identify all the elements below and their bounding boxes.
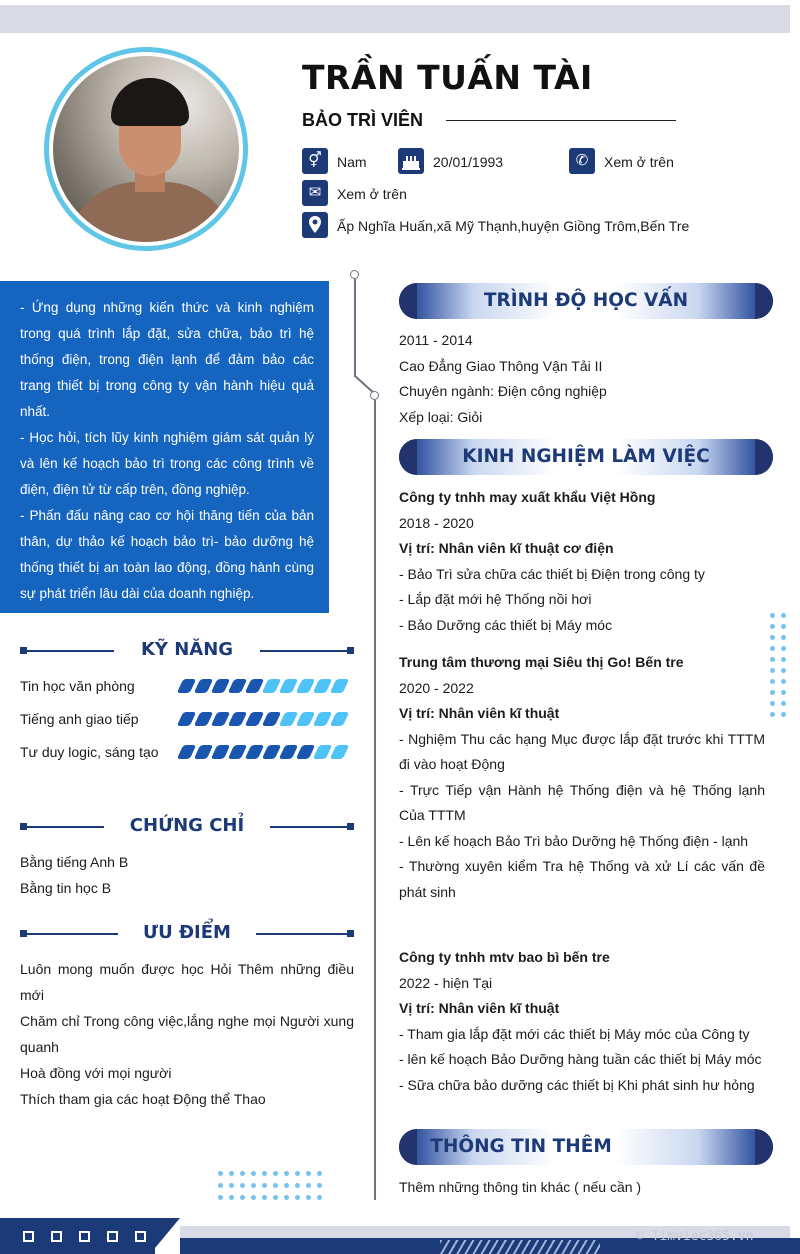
top-bar (0, 5, 790, 33)
decorative-dot (770, 712, 775, 717)
skill-segment (313, 712, 333, 726)
decorative-dot (770, 668, 775, 673)
birthday-value: 20/01/1993 (433, 154, 504, 170)
footer-hatch (440, 1240, 600, 1254)
skill-segment (177, 679, 197, 693)
section-rule (20, 826, 104, 828)
skill-segment (194, 712, 214, 726)
job-period: 2018 - 2020 (399, 514, 474, 531)
job-entry (399, 945, 765, 1098)
decorative-dot (770, 613, 775, 618)
decorative-dot (251, 1171, 256, 1176)
skill-segment (296, 745, 316, 759)
job-company: Công ty tnhh mtv bao bì bến tre (399, 949, 610, 965)
decorative-dot (306, 1171, 311, 1176)
strength-item: Luôn mong muốn được học Hỏi Thêm những điều mới (20, 961, 354, 1003)
skill-segment (313, 745, 333, 759)
strength-item: Hoà đồng với mọi người (20, 1065, 172, 1081)
decorative-dot (317, 1183, 322, 1188)
footer-square (79, 1231, 90, 1242)
decorative-dot (240, 1183, 245, 1188)
job-task: - Nghiệm Thu các hạng Mục được lắp đặt trước khi TTTM đi vào hoạt Động (399, 730, 765, 772)
mail-icon: ✉ (302, 180, 328, 206)
address-value: Ấp Nghĩa Huấn,xã Mỹ Thạnh,huyện Giồng Trôm,Bến Tre (337, 218, 690, 234)
decorative-dot (251, 1183, 256, 1188)
decorative-dot (284, 1183, 289, 1188)
skill-level-bar (180, 679, 346, 693)
skill-segment (279, 712, 299, 726)
skill-label: Tư duy logic, sáng tạo (20, 744, 159, 760)
decorative-dot (218, 1195, 223, 1200)
decorative-dot (295, 1171, 300, 1176)
decorative-dot (781, 646, 786, 651)
skill-level-bar (180, 745, 346, 759)
skill-segment (330, 745, 350, 759)
education-period: 2011 - 2014 (399, 332, 473, 348)
banner-cap (755, 1129, 773, 1165)
decorative-dot (781, 613, 786, 618)
objective-line: - Học hỏi, tích lũy kinh nghiệm giám sát quản lý và lên kế hoạch bảo trì trong các công trình về điện, điện tử từ cấp trên, đồng nghiệp. (20, 430, 314, 497)
skill-segment (296, 712, 316, 726)
skill-segment (245, 712, 265, 726)
footer-slant (150, 1218, 180, 1254)
certificates-heading: CHỨNG CHỈ (129, 815, 245, 836)
decorative-dot (770, 701, 775, 706)
decorative-dot-grid (770, 613, 786, 717)
rule-endpoint (347, 823, 354, 830)
skill-segment (313, 679, 333, 693)
decorative-dot (781, 679, 786, 684)
candidate-name: TRẦN TUẤN TÀI (302, 58, 593, 97)
job-task: - Bảo Dưỡng các thiết bị Máy móc (399, 616, 613, 633)
skill-segment (211, 679, 231, 693)
job-task: - Bảo Trì sửa chữa các thiết bị Điện trong công ty (399, 565, 705, 582)
decorative-dot (770, 635, 775, 640)
decorative-dot (781, 624, 786, 629)
section-rule (20, 650, 114, 652)
timeline-node (350, 270, 359, 279)
decorative-dot (317, 1195, 322, 1200)
timeline-line (354, 279, 356, 377)
decorative-dot-grid (218, 1171, 322, 1200)
certificate-item: Bằng tin học B (20, 880, 112, 896)
skill-segment (177, 712, 197, 726)
decorative-dot (229, 1183, 234, 1188)
job-position: Vị trí: Nhân viên kĩ thuật cơ điện (399, 540, 614, 556)
decorative-dot (781, 712, 786, 717)
location-pin-icon (302, 212, 328, 238)
strength-item: Chăm chỉ Trong công việc,lắng nghe mọi Người xung quanh (20, 1013, 354, 1055)
decorative-dot (306, 1183, 311, 1188)
skill-label: Tiếng anh giao tiếp (20, 711, 139, 727)
decorative-dot (240, 1195, 245, 1200)
education-heading: TRÌNH ĐỘ HỌC VẤN (483, 290, 689, 311)
decorative-dot (295, 1183, 300, 1188)
section-rule (270, 826, 354, 828)
decorative-dot (273, 1183, 278, 1188)
job-title: BẢO TRÌ VIÊN (302, 110, 424, 130)
skill-segment (194, 679, 214, 693)
phone-value: Xem ở trên (604, 154, 674, 170)
job-entry (399, 650, 765, 905)
skill-segment (262, 745, 282, 759)
rule-endpoint (347, 647, 354, 654)
gender-icon: ⚥ (302, 148, 328, 174)
decorative-dot (781, 668, 786, 673)
education-school: Cao Đẳng Giao Thông Vận Tải II (399, 357, 603, 374)
career-objective (0, 281, 329, 613)
decorative-dot (770, 624, 775, 629)
job-position: Vị trí: Nhân viên kĩ thuật (399, 1000, 560, 1016)
job-period: 2022 - hiện Tại (399, 974, 493, 991)
decorative-dot (229, 1171, 234, 1176)
gender-value: Nam (337, 154, 367, 170)
footer-square (107, 1231, 118, 1242)
section-rule (20, 933, 118, 935)
skill-segment (245, 745, 265, 759)
decorative-dot (262, 1171, 267, 1176)
skill-segment (330, 712, 350, 726)
skill-segment (211, 712, 231, 726)
decorative-dot (781, 635, 786, 640)
education-major: Chuyên ngành: Điện công nghiệp (399, 383, 607, 399)
objective-line: - Ứng dụng những kiến thức và kinh nghiệm trong quá trình lắp đặt, sửa chữa, bảo trì hệ thống điện, trong điện lạnh để đảm bảo các trang thiết bị trong công ty vận hành hiệu quả nhất. (20, 300, 314, 419)
job-task: - Lắp đặt mới hệ Thống nồi hơi (399, 591, 592, 607)
timeline-node (370, 391, 379, 400)
strengths-list (20, 956, 354, 1112)
footer-square (23, 1231, 34, 1242)
decorative-dot (251, 1195, 256, 1200)
strengths-heading: ƯU ĐIỂM (143, 922, 231, 943)
skill-level-bar (180, 712, 346, 726)
phone-icon: ✆ (569, 148, 595, 174)
decorative-dot (273, 1171, 278, 1176)
additional-text: Thêm những thông tin khác ( nếu cần ) (399, 1179, 642, 1195)
skill-segment (194, 745, 214, 759)
job-position: Vị trí: Nhân viên kĩ thuật (399, 705, 560, 721)
timeline-line (374, 400, 376, 1200)
decorative-dot (295, 1195, 300, 1200)
decorative-dot (240, 1171, 245, 1176)
skill-segment (330, 679, 350, 693)
job-task: - Sữa chữa bảo dưỡng các thiết bị Khi phát sinh hư hỏng (399, 1076, 755, 1093)
watermark: © Timviec365.vn (636, 1229, 754, 1244)
job-task: - Thường xuyên kiểm Tra hệ Thống và xử Lí các vấn đề phát sinh (399, 858, 765, 900)
avatar (44, 47, 248, 251)
decorative-dot (770, 646, 775, 651)
skill-segment (228, 712, 248, 726)
section-rule (256, 933, 354, 935)
job-task: - Trực Tiếp vận Hành hệ Thống điện và hệ Thống lạnh Của TTTM (399, 781, 765, 823)
decorative-dot (770, 690, 775, 695)
decorative-dot (262, 1195, 267, 1200)
decorative-dot (317, 1171, 322, 1176)
decorative-dot (781, 657, 786, 662)
decorative-dot (781, 701, 786, 706)
education-grade: Xếp loại: Giỏi (399, 408, 483, 425)
certificate-item: Bằng tiếng Anh B (20, 854, 129, 870)
decorative-dot (262, 1183, 267, 1188)
additional-heading: THÔNG TIN THÊM (430, 1136, 612, 1157)
decorative-dot (218, 1171, 223, 1176)
job-company: Công ty tnhh may xuất khẩu Việt Hồng (399, 489, 656, 505)
profile-photo (53, 56, 239, 242)
job-task: - lên kế hoạch Bảo Dưỡng hàng tuần các thiết bị Máy móc (399, 1051, 762, 1067)
section-rule (260, 650, 354, 652)
education-details (399, 328, 607, 430)
skill-segment (177, 745, 197, 759)
skill-segment (262, 712, 282, 726)
decorative-dot (306, 1195, 311, 1200)
skill-segment (245, 679, 265, 693)
skill-segment (262, 679, 282, 693)
job-period: 2020 - 2022 (399, 679, 474, 696)
footer-square (51, 1231, 62, 1242)
skills-heading: KỸ NĂNG (140, 639, 234, 660)
decorative-dot (284, 1171, 289, 1176)
decorative-dot (770, 657, 775, 662)
job-entry (399, 485, 765, 638)
skill-segment (211, 745, 231, 759)
skill-segment (279, 745, 299, 759)
title-divider (446, 120, 676, 121)
decorative-dot (218, 1183, 223, 1188)
rule-endpoint (347, 930, 354, 937)
skill-segment (228, 745, 248, 759)
job-task: - Lên kế hoạch Bảo Trì bảo Dưỡng hệ Thống điện - lạnh (399, 832, 749, 849)
skill-segment (296, 679, 316, 693)
experience-heading: KINH NGHIỆM LÀM VIỆC (462, 446, 710, 467)
decorative-dot (273, 1195, 278, 1200)
decorative-dot (770, 679, 775, 684)
job-company: Trung tâm thương mại Siêu thị Go! Bến tre (399, 654, 684, 670)
job-task: - Tham gia lắp đặt mới các thiết bị Máy móc của Công ty (399, 1025, 750, 1042)
decorative-dot (284, 1195, 289, 1200)
strength-item: Thích tham gia các hoạt Động thể Thao (20, 1091, 266, 1107)
footer-square (135, 1231, 146, 1242)
cake-icon (398, 148, 424, 174)
skill-label: Tin học văn phòng (20, 678, 135, 694)
skill-segment (279, 679, 299, 693)
decorative-dot (781, 690, 786, 695)
email-value: Xem ở trên (337, 186, 407, 202)
skill-segment (228, 679, 248, 693)
decorative-dot (229, 1195, 234, 1200)
objective-line: - Phấn đấu nâng cao cơ hội thăng tiến của bản thân, dự thảo kế hoạch bảo trì- bảo dưỡng hệ thống thiết bị an toàn lao động, đồng hành cùng sự phát triển lâu dài của doanh nghiệp. (20, 508, 314, 601)
